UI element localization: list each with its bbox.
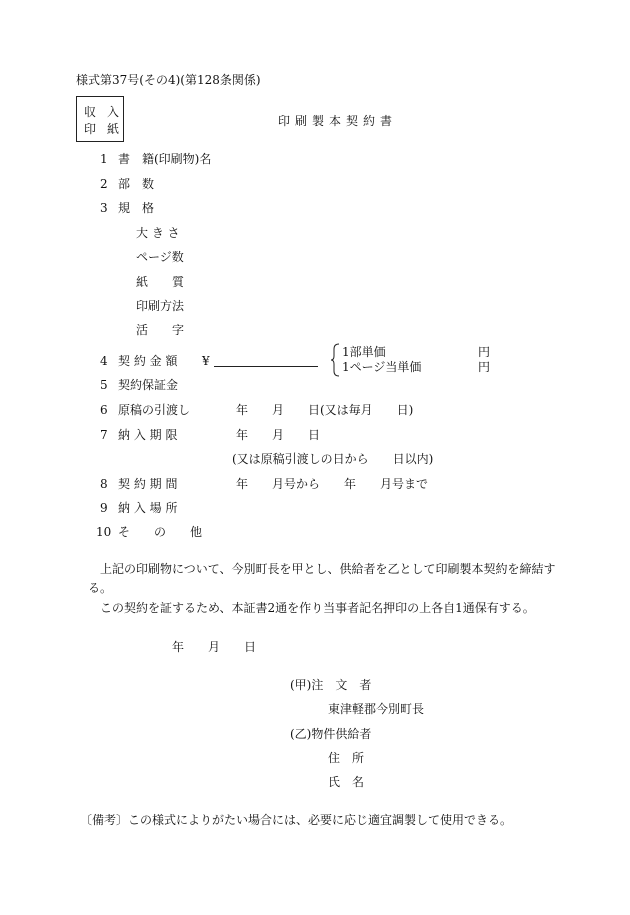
item-number: 4 bbox=[100, 354, 108, 368]
stamp-char: 紙 bbox=[107, 122, 120, 136]
date-field: 年 月号から 年 月号まで bbox=[236, 477, 429, 491]
sub-item-label: 活 字 bbox=[136, 323, 185, 337]
sub-item-label: 紙 質 bbox=[136, 275, 185, 289]
name-label: 氏 名 bbox=[328, 775, 365, 789]
item-number: 5 bbox=[100, 378, 108, 392]
form-number: 様式第37号(その4)(第128条関係) bbox=[76, 73, 261, 87]
item-number: 3 bbox=[100, 201, 108, 215]
sub-item-label: ページ数 bbox=[136, 250, 184, 264]
brace-icon bbox=[330, 343, 340, 377]
yen-unit: 円 bbox=[478, 345, 491, 359]
party-b-label: (乙)物件供給者 bbox=[290, 727, 372, 741]
item-number: 6 bbox=[100, 403, 108, 417]
per-page-price-label: 1ページ当単価 bbox=[342, 360, 422, 374]
item-label: 契 約 期 間 bbox=[118, 477, 178, 491]
stamp-char: 印 bbox=[84, 122, 97, 136]
yen-symbol: ¥ bbox=[202, 354, 210, 368]
yen-unit: 円 bbox=[478, 360, 491, 374]
stamp-char: 入 bbox=[107, 105, 120, 119]
contract-amount-blank bbox=[214, 366, 318, 367]
sub-item-label: 印刷方法 bbox=[136, 299, 185, 313]
party-a-label: (甲)注 文 者 bbox=[290, 678, 372, 692]
item-label: 契 約 金 額 bbox=[118, 354, 178, 368]
party-a-name: 東津軽郡今別町長 bbox=[328, 702, 425, 716]
revenue-stamp-box bbox=[76, 96, 124, 142]
item-number: 1 bbox=[100, 152, 108, 166]
item-label: 納 入 場 所 bbox=[118, 501, 178, 515]
stamp-char: 収 bbox=[84, 105, 97, 119]
contract-date: 年 月 日 bbox=[172, 640, 257, 654]
item-label: 部 数 bbox=[118, 177, 155, 191]
item-number: 2 bbox=[100, 177, 108, 191]
body-paragraph: る。 bbox=[88, 581, 113, 595]
body-paragraph: 上記の印刷物について、今別町長を甲とし、供給者を乙として印刷製本契約を締結す bbox=[100, 562, 556, 576]
item-label: 契約保証金 bbox=[118, 378, 179, 392]
body-paragraph: この契約を証するため、本証書2通を作り当事者記名押印の上各自1通保有する。 bbox=[100, 601, 535, 615]
item-number: 8 bbox=[100, 477, 108, 491]
item-number: 9 bbox=[100, 501, 108, 515]
date-field: 年 月 日(又は毎月 日) bbox=[236, 403, 414, 417]
date-field: 年 月 日 bbox=[236, 428, 321, 442]
item-label: 書 籍(印刷物)名 bbox=[118, 152, 212, 166]
item-label: 原稿の引渡し bbox=[118, 403, 191, 417]
item-label: 規 格 bbox=[118, 201, 155, 215]
remarks: 〔備考〕この様式によりがたい場合には、必要に応じ適宜調製して使用できる。 bbox=[80, 813, 513, 827]
unit-price-label: 1部単価 bbox=[342, 345, 386, 359]
delivery-note: (又は原稿引渡しの日から 日以内) bbox=[232, 452, 434, 466]
document-title: 印刷製本契約書 bbox=[278, 114, 398, 128]
item-number: 7 bbox=[100, 428, 108, 442]
item-label: 納 入 期 限 bbox=[118, 428, 178, 442]
item-number: 10 bbox=[96, 525, 112, 539]
sub-item-label: 大 き さ bbox=[136, 226, 180, 240]
address-label: 住 所 bbox=[328, 751, 365, 765]
item-label: そ の 他 bbox=[118, 525, 203, 539]
